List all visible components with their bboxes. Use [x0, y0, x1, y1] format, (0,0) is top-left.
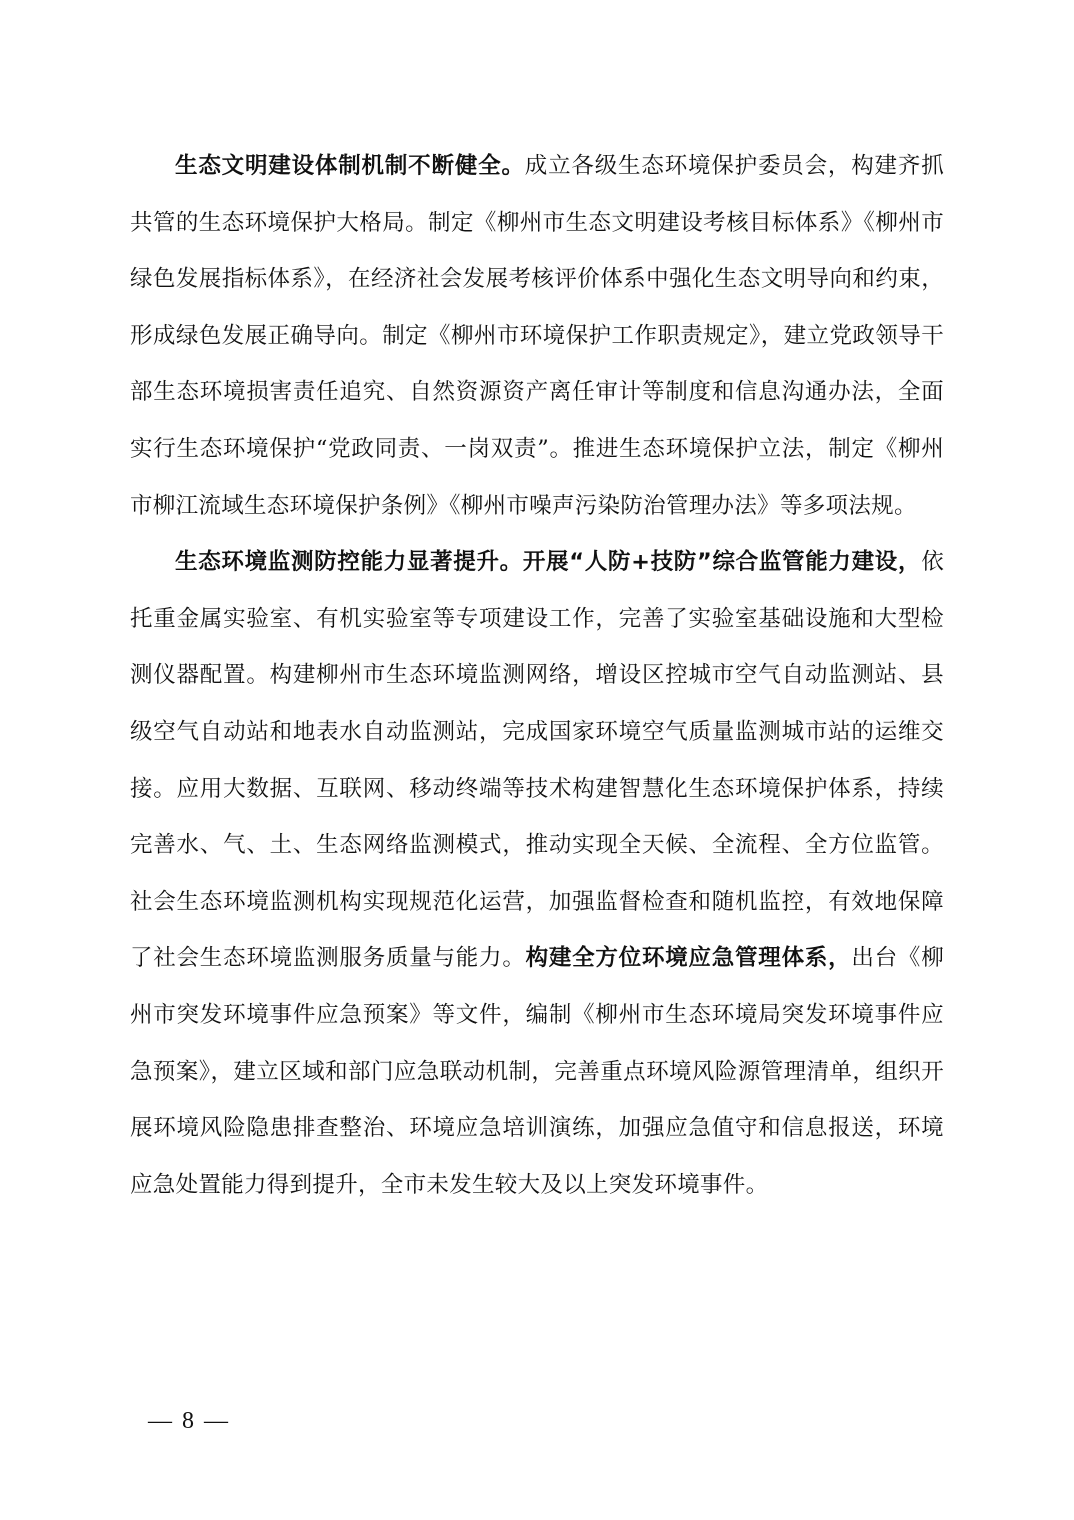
paragraph-1: [130, 138, 944, 534]
paragraph-1-body: 成立各级生态环境保护委员会，构建齐抓共管的生态环境保护大格局。制定《柳州市生态文明建设考核目标体系》《柳州市绿色发展指标体系》，在经济社会发展考核评价体系中强化生态文明导向和约束，形成绿色发展正确导向。制定《柳州市环境保护工作职责规定》，建立党政领导干部生态环境损害责任追究、自然资源资产离任审计等制度和信息沟通办法，全面实行生态环境保护“党政同责、一岗双责”。推进生态环境保护立法，制定《柳州市柳江流域生态环境保护条例》《柳州市噪声污染防治管理办法》等多项法规。: [130, 153, 944, 519]
paragraph-2-subheading: 构建全方位环境应急管理体系，: [525, 945, 852, 972]
paragraph-1-heading: 生态文明建设体制机制不断健全。: [175, 153, 525, 179]
paragraph-2: [130, 534, 944, 1213]
paragraph-2-heading: 生态环境监测防控能力显著提升。开展“人防+技防”综合监管能力建设，: [175, 549, 922, 576]
body-text: [130, 138, 944, 1213]
page-number: — 8 —: [148, 1408, 230, 1434]
paragraph-2-body-continued: 出台《柳州市突发环境事件应急预案》等文件，编制《柳州市生态环境局突发环境事件应急预案》，建立区域和部门应急联动机制，完善重点环境风险源管理清单，组织开展环境风险隐患排查整治、环境应急培训演练，加强应急值守和信息报送，环境应急处置能力得到提升，全市未发生较大及以上突发环境事件。: [130, 945, 945, 1198]
paragraph-2-body: 依托重金属实验室、有机实验室等专项建设工作，完善了实验室基础设施和大型检测仪器配置。构建柳州市生态环境监测网络，增设区控城市空气自动监测站、县级空气自动站和地表水自动监测站，完成国家环境空气质量监测城市站的运维交接。应用大数据、互联网、移动终端等技术构建智慧化生态环境保护体系，持续完善水、气、土、生态网络监测模式，推动实现全天候、全流程、全方位监管。社会生态环境监测机构实现规范化运营，加强监督检查和随机监控，有效地保障了社会生态环境监测服务质量与能力。: [130, 549, 944, 972]
